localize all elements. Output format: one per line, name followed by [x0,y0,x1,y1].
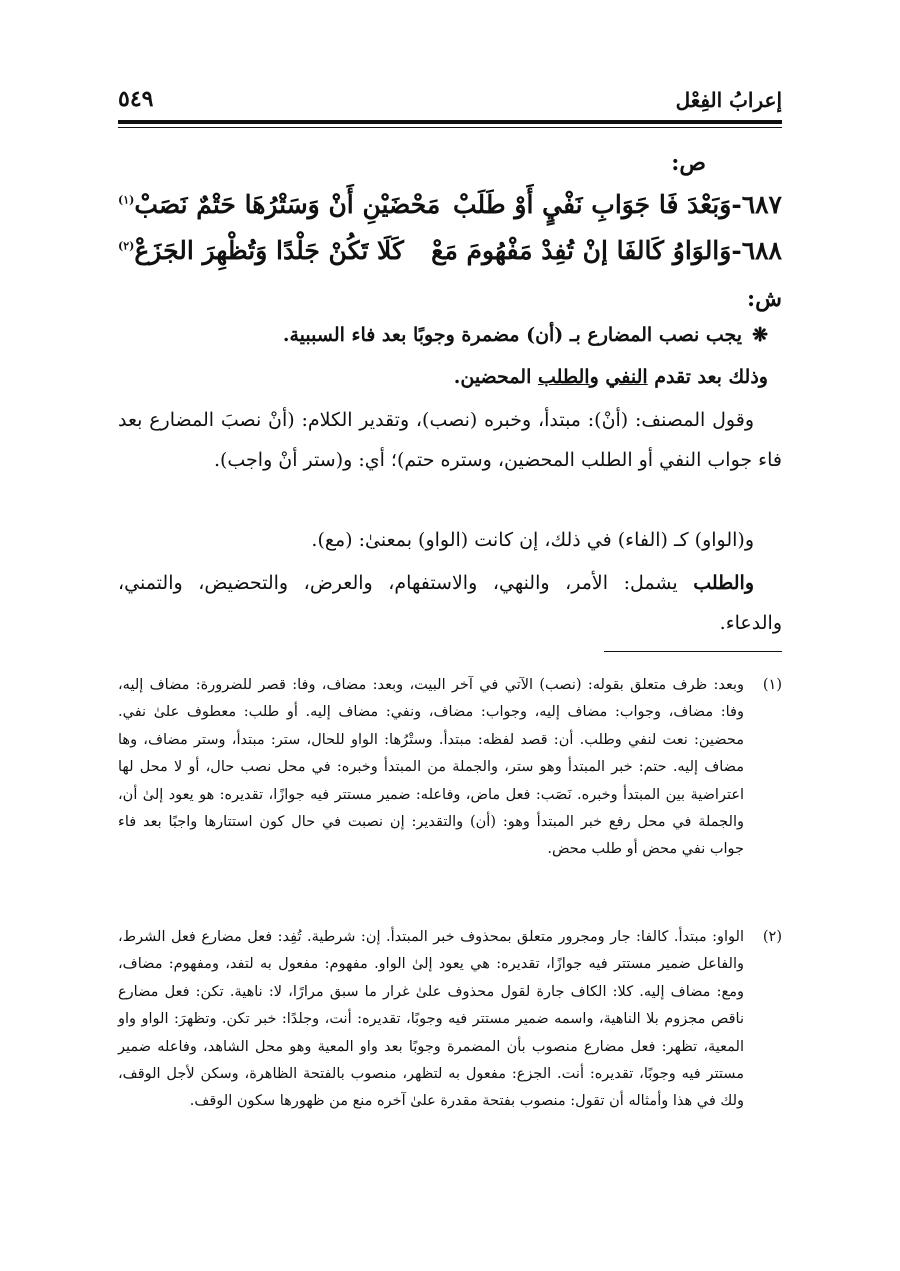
verse-688-second-text: كَلَا تَكُنْ جَلْدًا وَتُظْهِرَ الجَزَعْ [134,236,404,265]
footnote-ref-1: (١) [118,193,135,207]
rule-2-talab: الطلب [537,366,590,388]
footnote-1-text: وبعد: ظرف متعلق بقوله: (نصب) الآتي في آخر البيت، وبعد: مضاف، وفا: قصر للضرورة: مضاف إليه، وفا: مضاف، وجواب: مضاف إليه، وجواب: مضاف، ونفي: مضاف إليه. أو طلب: معطوف علىٰ نفي. محضين: نعت لنفي وطلب. أن: قصد لفظه: مبتدأ. وستْرُها: الواو للحال، ستر: مبتدأ، وستر مضاف، وها مضاف إليه. حتم: خبر المبتدأ وهو ستر، والجملة من المبتدأ وخبره: في محل نصب حال، أو لا محل لها اعتراضية بين المبتدأ وخبره. نَصَب: فعل ماض، وفاعله: ضمير مستتر فيه جوازًا، تقديره: هو يعود إلىٰ أن، والجملة في محل رفع خبر المبتدأ وهو: (أن) والتقدير: إن نصبت في حال كون استتارها واجبًا بعد فاء جواب نفي محض أو طلب محض. [118,677,744,858]
star-bullet-icon: ❋ [752,324,768,346]
rule-1-text: يجب نصب المضارع بـ (أن) مضمرة وجوبًا بعد فاء السببية. [282,324,743,346]
paragraph-author-statement [118,400,782,480]
footnote-1 [118,672,782,864]
paragraph-3-lead: والطلب [693,572,754,594]
page-number: ٥٤٩ [118,86,154,112]
page-header [118,78,782,118]
text-label: ص: [671,150,706,176]
paragraph-2-text: و(الواو) كـ (الفاء) في ذلك، إن كانت (الواو) بمعنىٰ: (مع). [311,529,754,551]
header-rule-thin [118,127,782,128]
book-page [118,0,782,1271]
rule-2-nafy: النفي [605,366,648,388]
paragraph-talab [118,563,782,643]
verse-687 [118,190,782,219]
verse-688-second-hemistich [118,236,404,265]
footnote-separator [604,651,782,652]
paragraph-1-text: وقول المصنف: (أنْ): مبتدأ، وخبره (نصب)، وتقدير الكلام: (أنْ نصبَ المضارع بعد فاء جواب النفي أو الطلب المحضين، وستره حتم)؛ أي: و(ستر أنْ واجب). [118,409,782,471]
verse-687-second-hemistich [118,190,440,219]
verse-688 [118,236,782,265]
footnote-2-text: الواو: مبتدأ. كالفا: جار ومجرور متعلق بمحذوف خبر المبتدأ. إن: شرطية. تُفِد: فعل مضارع فعل الشرط، والفاعل ضمير مستتر فيه جوازًا، تقديره: هي يعود إلىٰ الواو. مفهوم: مفعول به لتفد، ومفهوم: مضاف، ومع: مضاف إليه. كلا: الكاف جارة لقول محذوف علىٰ غرار ما سبق مرارًا، لا: ناهية. تكن: فعل مضارع ناقص مجزوم بلا الناهية، واسمه ضمير مستتر فيه وجوبًا، تقديره: أنت، وجلدًا: خبر تكن. وتظهرَ: الواو واو المعية، تظهر: فعل مضارع منصوب بأن المضمرة وجوبًا بعد واو المعية وهو محل الشاهد، وفاعله ضمير مستتر فيه وجوبًا، تقديره: أنت. الجزع: مفعول به لتظهر، منصوب بالفتحة الظاهرة، وسكن لأجل الوقف، ولك في هذا وأمثاله أن تقول: منصوب بفتحة مقدرة علىٰ آخره منع من ظهورها سكون الوقف. [118,929,744,1110]
rule-line-2 [118,366,768,388]
rule-2-middle: و [589,366,606,388]
footnote-2-number: (٢) [762,929,782,945]
rule-line-1 [118,324,768,346]
footnote-2 [118,924,782,1116]
rule-2-after: المحضين. [453,366,538,388]
rule-2-before: وذلك بعد تقدم [647,366,768,388]
header-rule-thick [118,120,782,124]
verse-687-second-text: مَحْضَيْنِ أَنْ وَسَتْرُهَا حَتْمٌ نَصَبْ [134,190,441,219]
verse-688-first-hemistich: ٦٨٨-وَالوَاوُ كَالفَا إنْ تُفِدْ مَفْهُومَ مَعْ [431,236,782,265]
running-title: إعرابُ الفِعْل [675,88,782,112]
verse-687-first-hemistich: ٦٨٧-وَبَعْدَ فَا جَوَابِ نَفْيٍ أَوْ طَلَبْ [452,190,782,219]
commentary-label: ش: [747,286,782,312]
footnote-1-number: (١) [762,677,782,693]
paragraph-waw [118,520,782,560]
paragraph-3-text: يشمل: الأمر، والنهي، والاستفهام، والعرض، والتحضيض، والتمني، والدعاء. [118,572,782,634]
footnote-ref-2: (٢) [118,239,135,253]
